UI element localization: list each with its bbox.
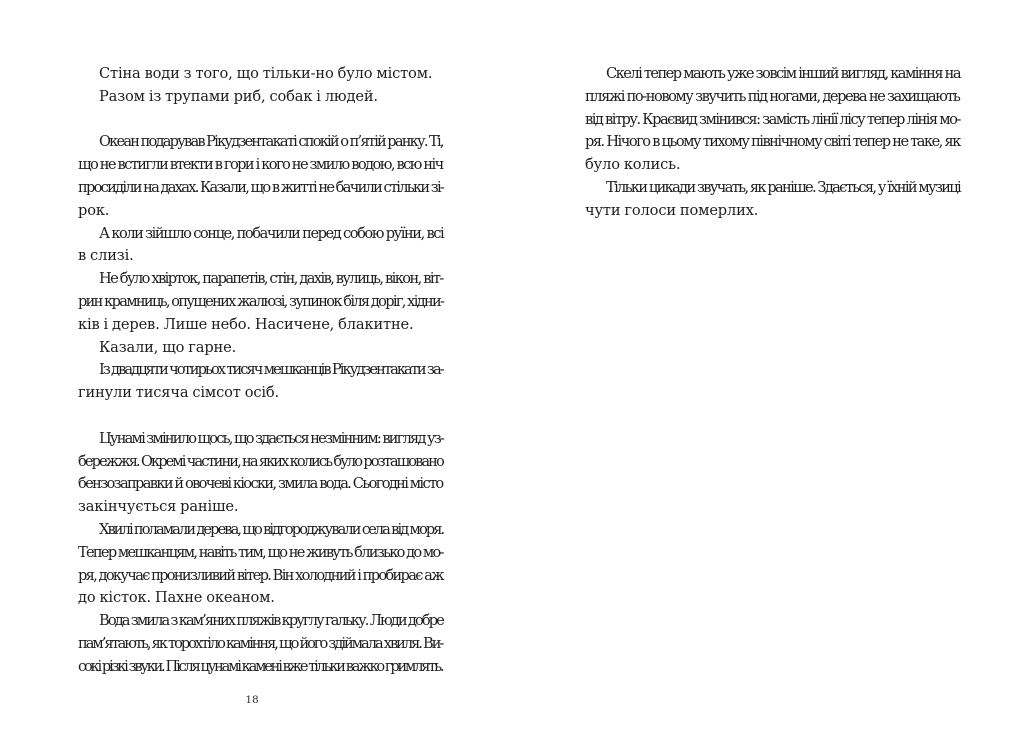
text-line: рин крамниць, опущених жалюзі, зупинок біля доріг, хідни- <box>78 292 444 310</box>
text-line: Вода змила з кам’яних пляжів круглу гальку. Люди добре <box>99 612 443 630</box>
text-line: сокі різкі звуки. Після цунамі камені вже тільки важко гримлять. <box>78 657 443 675</box>
text-line: просиділи на дахах. Казали, що в житті не бачили стільки зі- <box>78 178 444 196</box>
text-line: Хвилі поламали дерева, що відгороджували села від моря. <box>99 520 444 538</box>
text-line: Стіна води з того, що тільки-но було містом. <box>99 65 433 82</box>
text-line: Казали, що гарне. <box>99 338 237 356</box>
text-line: Тільки цикади звучать, як раніше. Здається, у їхній музиці <box>606 178 961 196</box>
text-line: Із двадцяти чотирьох тисяч мешканців Рікудзентакати за- <box>99 361 443 379</box>
text-line: бензозаправки й овочеві кіоски, змила вода. Сьогодні місто <box>78 475 443 493</box>
text-line: ків і дерев. Лише небо. Насичене, блакитне. <box>78 315 414 333</box>
text-line: було колись. <box>585 156 681 174</box>
text-line: Тепер мешканцям, навіть тим, що не живуть близько до мо- <box>78 543 443 561</box>
text-line: бережжя. Окремі частини, на яких колись було розташовано <box>78 452 443 470</box>
text-line: в слизі. <box>78 247 134 265</box>
text-line: ря, докучає пронизливий вітер. Він холодний і пробирає аж <box>78 566 443 584</box>
right-page-text <box>585 63 961 223</box>
text-line: чути голоси померлих. <box>585 201 759 219</box>
text-line: закінчується раніше. <box>78 498 239 516</box>
text-line: Разом із трупами риб, собак і людей. <box>99 87 378 105</box>
text-line: ря. Нічого в цьому тихому північному світі тепер не таке, як <box>585 133 960 151</box>
text-line: Океан подарував Рікудзентакаті спокій о п’ятій ранку. Ті, <box>99 133 443 151</box>
text-line: рок. <box>78 201 110 219</box>
blank-line <box>78 109 444 132</box>
text-line: пляжі по-новому звучить під ногами, дерева не захищають <box>585 87 960 105</box>
text-line: до кісток. Пахне океаном. <box>78 589 275 607</box>
blank-line <box>78 405 444 428</box>
text-line: А коли зійшло сонце, побачили перед собою руїни, всі <box>99 224 444 242</box>
text-line: Не було хвірток, парапетів, стін, дахів, вулиць, вікон, віт- <box>99 270 443 288</box>
page-number: 18 <box>245 694 259 706</box>
text-line: гинули тисяча сімсот осіб. <box>78 384 280 402</box>
text-line: від вітру. Краєвид змінився: замість лінії лісу тепер лінія мо- <box>585 110 960 128</box>
left-page-text <box>78 63 444 679</box>
text-line: що не встигли втекти в гори і кого не змило водою, всю ніч <box>78 156 443 174</box>
text-line: Цунамі змінило щось, що здається незмінним: вигляд уз- <box>99 429 444 447</box>
text-line: Скелі тепер мають уже зовсім інший вигляд, каміння на <box>606 65 960 82</box>
text-line: пам’ятають, як торохтіло каміння, що його здіймала хвиля. Ви- <box>78 634 443 652</box>
